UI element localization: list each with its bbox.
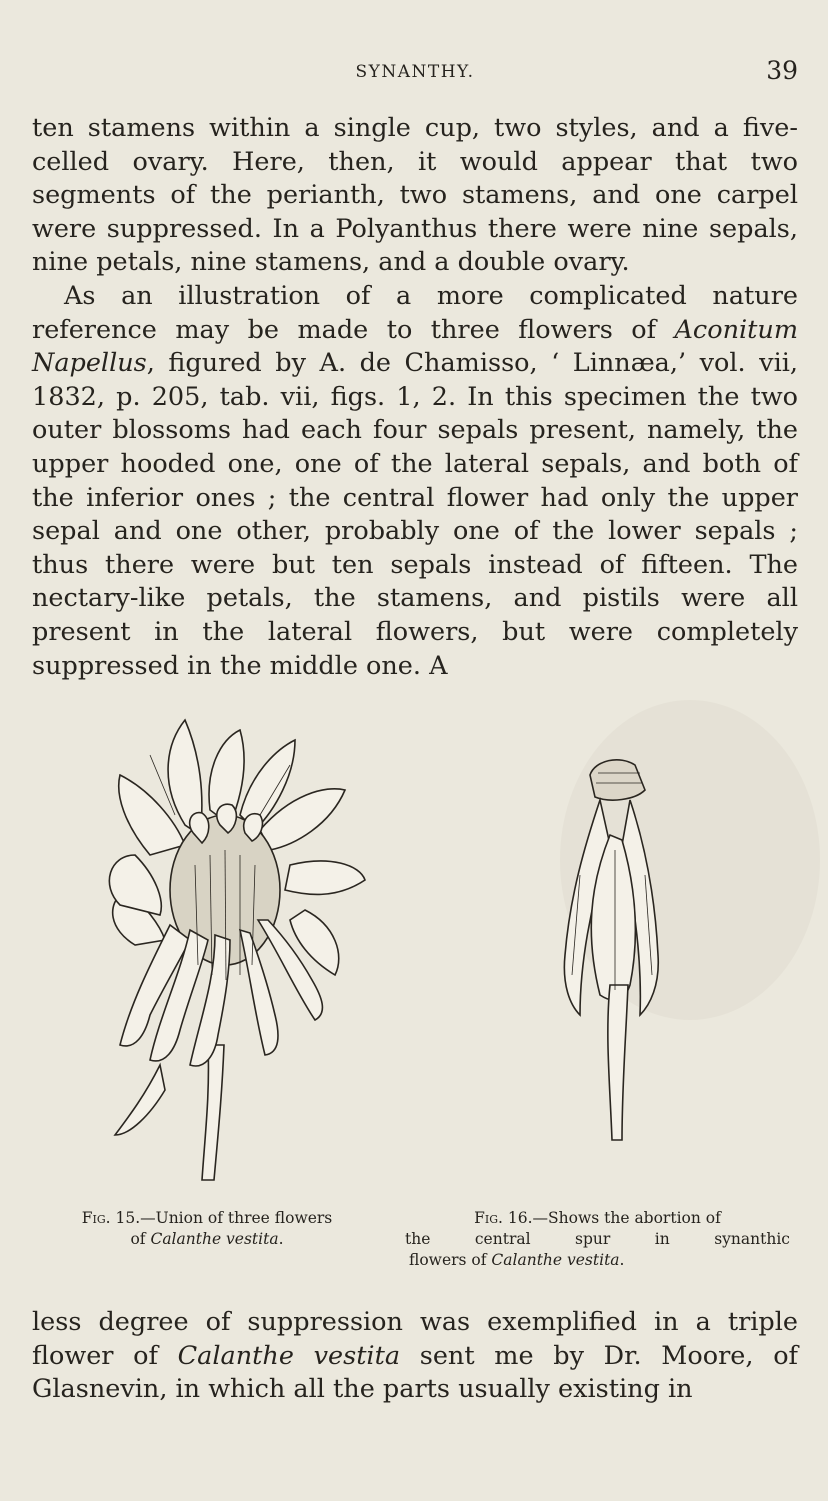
figure-15-prefix: of [130, 1230, 151, 1248]
page-header [32, 58, 798, 92]
figure-15-caption-line-1 [32, 1208, 382, 1229]
single-flower-drawing [540, 755, 670, 1145]
paragraph-1-text: ten stamens within a single cup, two styles, and a five-celled ovary. Here, then, it would appear that two segments of the perianth, two stamens, and one carpel were suppressed. In a Polyanthus there were nine sepals, nine petals, nine stamens, and a double ovary. [32, 113, 798, 278]
figure-16-caption [405, 1208, 790, 1271]
figure-16-caption-line-1 [405, 1208, 790, 1229]
body-text-bottom [32, 1306, 798, 1407]
figure-16-species: Calanthe vestita [491, 1251, 620, 1269]
figure-16-caption-line-2: the central spur in synanthic [405, 1230, 790, 1248]
figure-16-illustration [540, 755, 670, 1145]
figure-15-label: Fig. 15. [81, 1209, 141, 1227]
figure-15-suffix: . [278, 1230, 284, 1248]
figure-16-suffix: . [619, 1251, 625, 1269]
paragraph-1 [32, 112, 798, 280]
species-aconitum: Aconitum Napellus [32, 314, 798, 379]
figure-15-illustration [90, 715, 380, 1185]
paragraph-3 [32, 1306, 798, 1407]
body-text-top [32, 112, 798, 683]
figure-15-species: Calanthe vestita [150, 1230, 279, 1248]
running-head: SYNANTHY. [355, 62, 475, 82]
species-calanthe: Calanthe vestita [177, 1340, 401, 1371]
paragraph-3-text-b: sent me by Dr. Moore, of Glasnevin, in which all the parts usually existing in [32, 1340, 798, 1405]
figure-15-caption-line-2 [32, 1229, 382, 1250]
figure-16-prefix: flowers of [409, 1251, 492, 1269]
figures-area [0, 700, 828, 1200]
flower-cluster-drawing [90, 715, 380, 1185]
figure-16-label: Fig. 16. [474, 1209, 533, 1227]
paragraph-2-text-b: , figured by A. de Chamisso, ‘ Linnæa,’ vol. vii, 1832, p. 205, tab. vii, figs. 1, 2. In this specimen the two outer blossoms had each four sepals present, namely, the upper hooded one, one of the lateral sepals, and both of the inferior ones ; the central flower had only the upper sepal and one other, probably one of the lower sepals ; thus there were but ten sepals instead of fifteen. The nectary-like petals, the stamens, and pistils were all present in the lateral flowers, but were completely suppressed in the middle one. A [32, 348, 798, 681]
paragraph-2-text-a: As an illustration of a more complicated nature reference may be made to three flowers of [32, 280, 798, 345]
figure-15-caption [32, 1208, 382, 1250]
paragraph-3-text-a: less degree of suppression was exemplified in a triple flower of [32, 1307, 798, 1371]
figure-15-text: —Union of three flowers [140, 1209, 333, 1227]
figure-16-text: —Shows the abortion of [532, 1209, 721, 1227]
page-number: 39 [766, 56, 798, 85]
paragraph-2 [32, 280, 798, 683]
figure-16-caption-line-3 [405, 1250, 790, 1271]
